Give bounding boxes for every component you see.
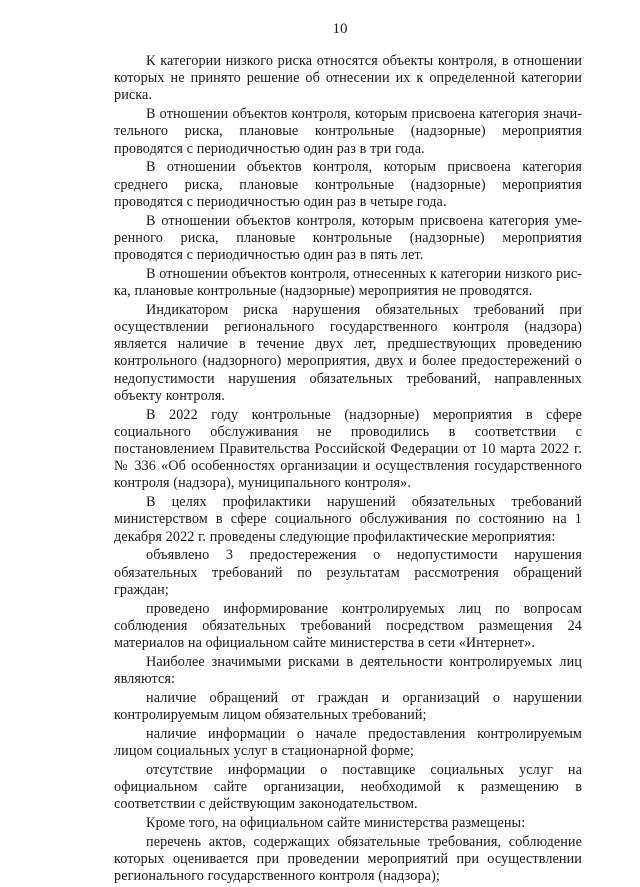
paragraph-complaints: наличие обращений от граждан и организаций о нарушении контролируемым лицом обязательных требований; <box>114 689 582 724</box>
paragraph-prevention-measures: В целях профилактики нарушений обязательных требований министерством в сфере социального обслуживания по состоянию на 1 декабря 2022 г. проведены следующие профилактические мероприятия: <box>114 494 582 545</box>
document-body <box>114 53 582 887</box>
paragraph-significant-risk: В отношении объектов контроля, которым присвоена категория значительного риска, плановые контрольные (надзорные) мероприятия проводятся с периодичностью один раз в три года. <box>114 106 582 157</box>
paragraph-website-published: Кроме того, на официальном сайте министерства размещены: <box>146 815 526 832</box>
paragraph-missing-information: отсутствие информации о поставщике социальных услуг на официальном сайте организации, необходимой к размещению в соответствии с действующим законодательством. <box>114 761 582 813</box>
paragraph-inpatient-services: наличие информации о начале предоставления контролируемым лицом социальных услуг в стационарной форме; <box>114 725 582 760</box>
paragraph-2022-inspections: В 2022 году контрольные (надзорные) мероприятия в сфере социального обслуживания не проводились в соответствии с постановлением Правительства Российской Федерации от 10 марта 2022 г. № 336 «Об особенностях организации и осуществления государственного контроля (надзора), муниципального контроля». <box>114 406 582 492</box>
paragraph-low-risk: В отношении объектов контроля, отнесенных к категории низкого риска, плановые контрольные (надзорные) мероприятия не проводятся. <box>114 265 582 300</box>
paragraph-acts-list: перечень актов, содержащих обязательные требования, соблюдение которых оценивается при проведении мероприятий при осуществлении регионального государственного контроля (надзора); <box>114 833 582 885</box>
page-number: 10 <box>332 21 348 37</box>
paragraph-risk-indicator: Индикатором риска нарушения обязательных требований при осуществлении регионального государственного контроля (надзора) является наличие в течение двух лет, предшествующих проведению контрольного (надзорного) мероприятия, двух и более предостережений о недопустимости нарушения обязательных требований, направленных объекту контроля. <box>114 301 582 404</box>
paragraph-warnings-issued: объявлено 3 предостережения о недопустимости нарушения обязательных требований по результатам рассмотрения обращений граждан; <box>114 547 582 598</box>
paragraph-medium-risk: В отношении объектов контроля, которым присвоена категория среднего риска, плановые контрольные (надзорные) мероприятия проводятся с периодичностью один раз в четыре года. <box>114 159 582 210</box>
paragraph-informing: проведено информирование контролируемых лиц по вопросам соблюдения обязательных требований посредством размещения 24 материалов на официальном сайте министерства в сети «Интернет». <box>114 600 582 652</box>
paragraph-moderate-risk: В отношении объектов контроля, которым присвоена категория умеренного риска, плановые контрольные (надзорные) мероприятия проводятся с периодичностью один раз в пять лет. <box>114 212 582 264</box>
paragraph-low-risk-category: К категории низкого риска относятся объекты контроля, в отношении которых не принято решение об отнесении их к определенной категории риска. <box>114 53 582 104</box>
paragraph-significant-risks: Наиболее значимыми рисками в деятельности контролируемых лиц являются: <box>114 653 582 688</box>
